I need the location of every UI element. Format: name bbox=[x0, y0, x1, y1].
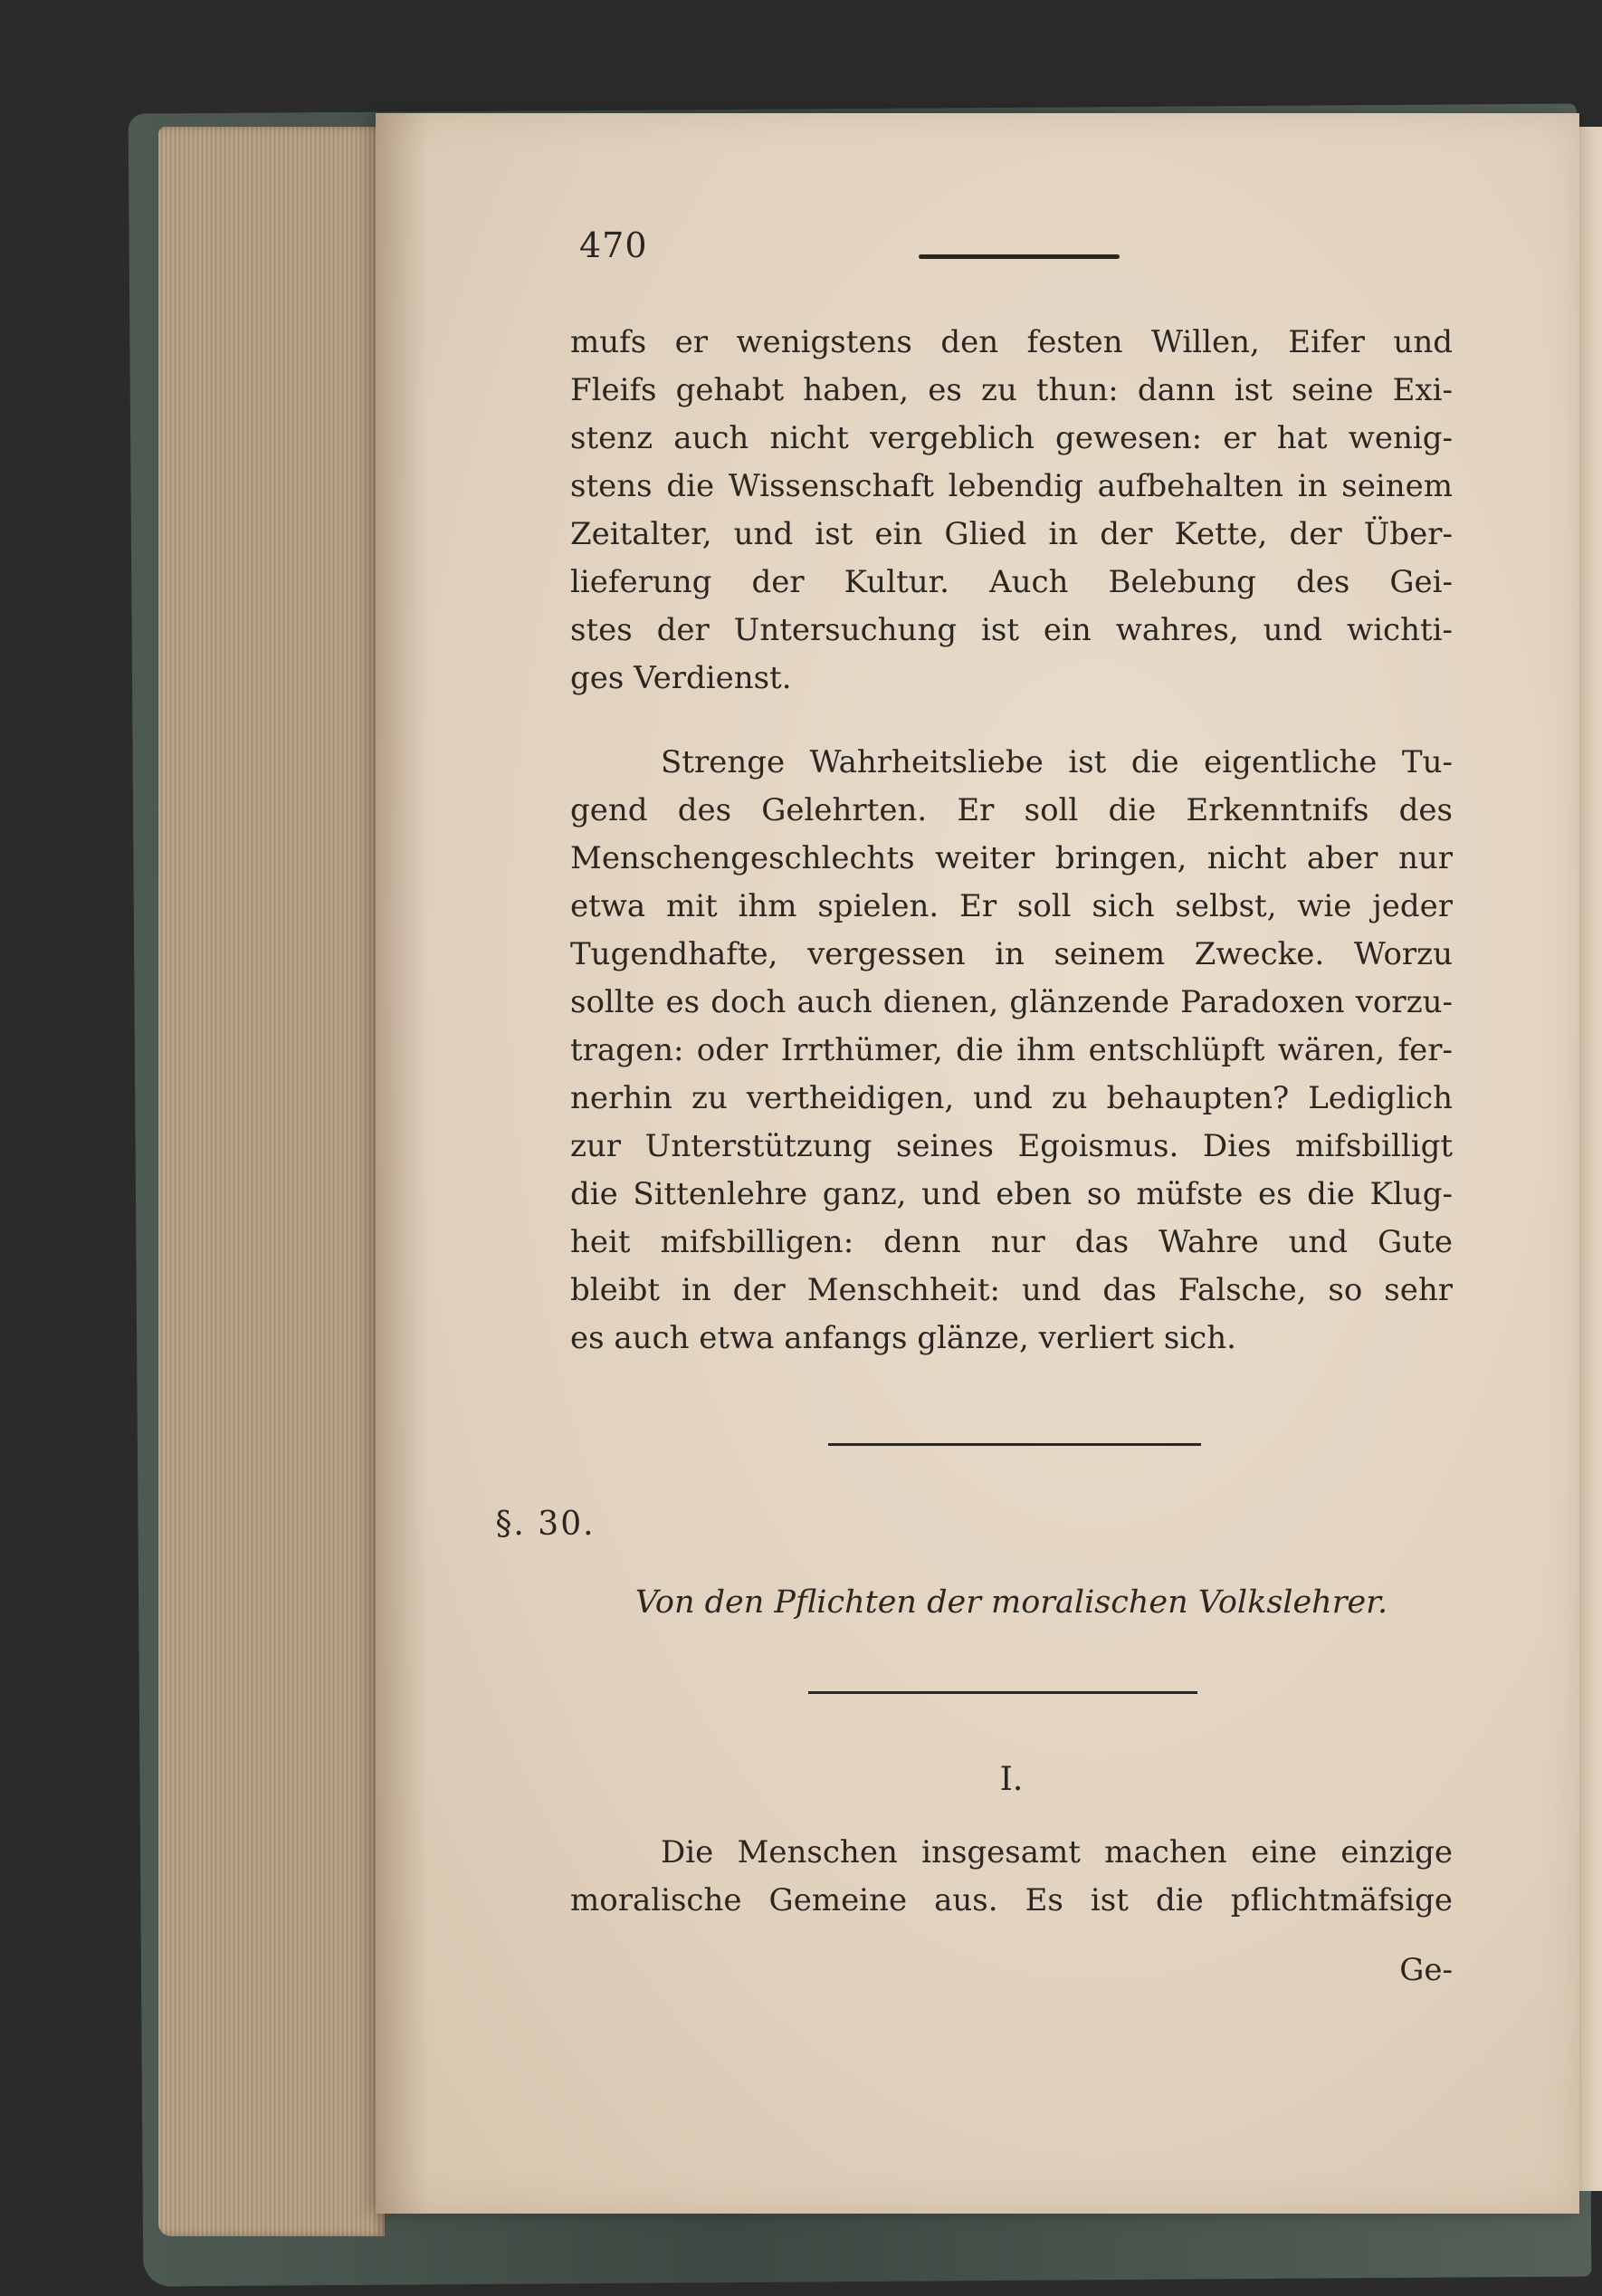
text-line: stes der Untersuchung ist ein wahres, und wichti- bbox=[570, 612, 1453, 648]
text-line: etwa mit ihm spielen. Er soll sich selbst, wie jeder bbox=[570, 888, 1453, 924]
section-number: §. 30. bbox=[495, 1506, 596, 1543]
text-line: Zeitalter, und ist ein Glied in der Kette, der Über- bbox=[570, 516, 1453, 552]
paragraph-2 bbox=[570, 739, 1453, 1363]
text-line: gend des Gelehrten. Er soll die Erkenntnifs des bbox=[570, 792, 1453, 828]
subsection-number: I. bbox=[999, 1761, 1024, 1798]
text-line: ges Verdienst. bbox=[570, 660, 792, 696]
section-rule-upper bbox=[828, 1443, 1201, 1446]
text-line: Menschengeschlechts weiter bringen, nicht aber nur bbox=[570, 840, 1453, 876]
text-line: stenz auch nicht vergeblich gewesen: er hat wenig- bbox=[570, 420, 1453, 456]
header-rule bbox=[919, 254, 1120, 259]
text-line: Die Menschen insgesamt machen eine einzige bbox=[661, 1834, 1453, 1870]
text-line: die Sittenlehre ganz, und eben so müfste es die Klug- bbox=[570, 1176, 1453, 1212]
text-line: lieferung der Kultur. Auch Belebung des Gei- bbox=[570, 564, 1453, 600]
text-line: heit mifsbilligen: denn nur das Wahre und Gute bbox=[570, 1224, 1453, 1260]
catchword: Ge- bbox=[1399, 1952, 1453, 1988]
page-number: 470 bbox=[579, 225, 648, 265]
section-rule-lower bbox=[808, 1691, 1197, 1694]
text-line: moralische Gemeine aus. Es ist die pflichtmäfsige bbox=[570, 1882, 1453, 1918]
text-line: tragen: oder Irrthümer, die ihm entschlüpft wären, fer- bbox=[570, 1032, 1453, 1068]
text-line: Fleifs gehabt haben, es zu thun: dann ist seine Exi- bbox=[570, 372, 1453, 408]
text-line: Tugendhafte, vergessen in seinem Zwecke. Worzu bbox=[570, 936, 1453, 972]
text-line: bleibt in der Menschheit: und das Falsche, so sehr bbox=[570, 1272, 1453, 1308]
text-line: nerhin zu vertheidigen, und zu behaupten? Lediglich bbox=[570, 1080, 1453, 1116]
text-line: mufs er wenigstens den festen Willen, Eifer und bbox=[570, 324, 1453, 360]
page-edges bbox=[158, 127, 385, 2236]
text-line: zur Unterstützung seines Egoismus. Dies mifsbilligt bbox=[570, 1128, 1453, 1164]
text-line: Strenge Wahrheitsliebe ist die eigentliche Tu- bbox=[661, 744, 1453, 780]
section-title: Von den Pflichten der moralischen Volkslehrer. bbox=[634, 1584, 1388, 1621]
paragraph-1 bbox=[570, 319, 1453, 703]
text-line: es auch etwa anfangs glänze, verliert sich. bbox=[570, 1320, 1236, 1356]
paragraph-3 bbox=[570, 1829, 1453, 1925]
text-line: stens die Wissenschaft lebendig aufbehalten in seinem bbox=[570, 468, 1453, 504]
text-line: sollte es doch auch dienen, glänzende Paradoxen vorzu- bbox=[570, 984, 1453, 1020]
